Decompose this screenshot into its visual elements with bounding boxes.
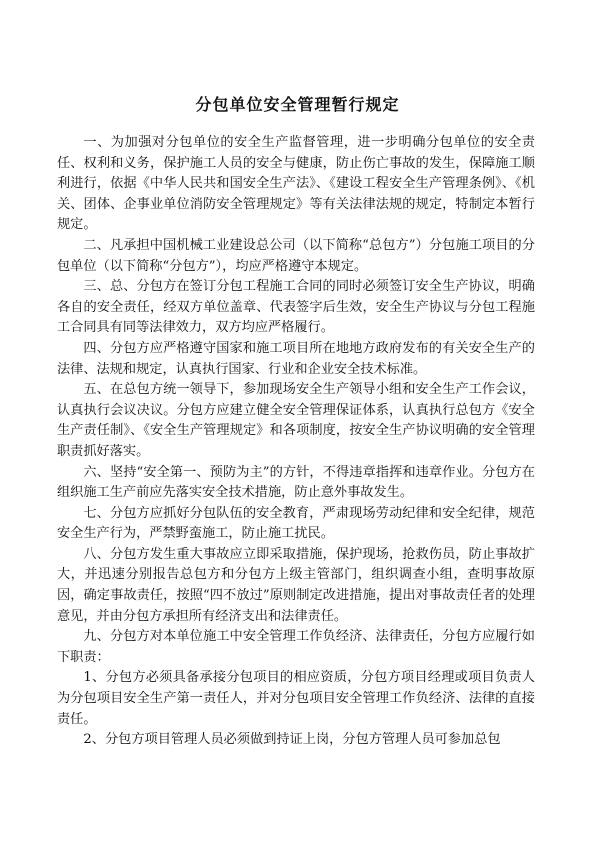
- paragraph: 五、在总包方统一领导下，参加现场安全生产领导小组和安全生产工作会议，认真执行会议决议。分包方应建立健全安全管理保证体系，认真执行总包方《安全生产责任制》、《安全生产管理规定》和各项制度，按安全生产协议明确的安全管理职责抓好落实。: [57, 382, 535, 459]
- paragraph: 九、分包方对本单位施工中安全管理工作负经济、法律责任，分包方应履行如下职责：: [57, 629, 535, 665]
- paragraph: 一、为加强对分包单位的安全生产监督管理，进一步明确分包单位的安全责任、权利和义务，保护施工人员的安全与健康，防止伤亡事故的发生，保障施工顺利进行，依据《中华人民共和国安全生产法》、《建设工程安全生产管理条例》、《机关、团体、企事业单位消防安全管理规定》等有关法律法规的规定，特制定本暂行规定。: [57, 135, 535, 233]
- paragraph: 2、分包方项目管理人员必须做到持证上岗，分包方管理人员可参加总包: [83, 732, 501, 748]
- document-title: 分包单位安全管理暂行规定: [195, 95, 400, 114]
- paragraph: 四、分包方应严格遵守国家和施工项目所在地地方政府发布的有关安全生产的法律、法规和规定，认真执行国家、行业和企业安全技术标准。: [57, 340, 535, 377]
- paragraph: 七、分包方应抓好分包队伍的安全教育，严肃现场劳动纪律和安全纪律，规范安全生产行为，严禁野蛮施工，防止施工扰民。: [57, 505, 535, 542]
- paragraph: 三、总、分包方在签订分包工程施工合同的同时必须签订安全生产协议，明确各自的安全责任，经双方单位盖章、代表签字后生效，安全生产协议与分包工程施工合同具有同等法律效力，双方均应严格履行。: [57, 279, 535, 336]
- paragraph: 二、凡承担中国机械工业建设总公司（以下简称“总包方”）分包施工项目的分包单位（以下简称“分包方”），均应严格遵守本规定。: [57, 237, 535, 274]
- paragraph: 六、坚持“安全第一、预防为主”的方针，不得违章指挥和违章作业。分包方在组织施工生产前应先落实安全技术措施，防止意外事故发生。: [57, 464, 535, 501]
- paragraph: 1、分包方必须具备承接分包项目的相应资质，分包方项目经理或项目负责人为分包项目安全生产第一责任人，并对分包项目安全管理工作负经济、法律的直接责任。: [57, 670, 535, 727]
- document-body: [57, 133, 535, 751]
- paragraph: 八、分包方发生重大事故应立即采取措施，保护现场，抢救伤员，防止事故扩大，并迅速分别报告总包方和分包方上级主管部门，组织调查小组，查明事故原因，确定事故责任，按照“四不放过”原则制定改进措施，提出对事故责任者的处理意见，并由分包方承担所有经济支出和法律责任。: [57, 546, 535, 624]
